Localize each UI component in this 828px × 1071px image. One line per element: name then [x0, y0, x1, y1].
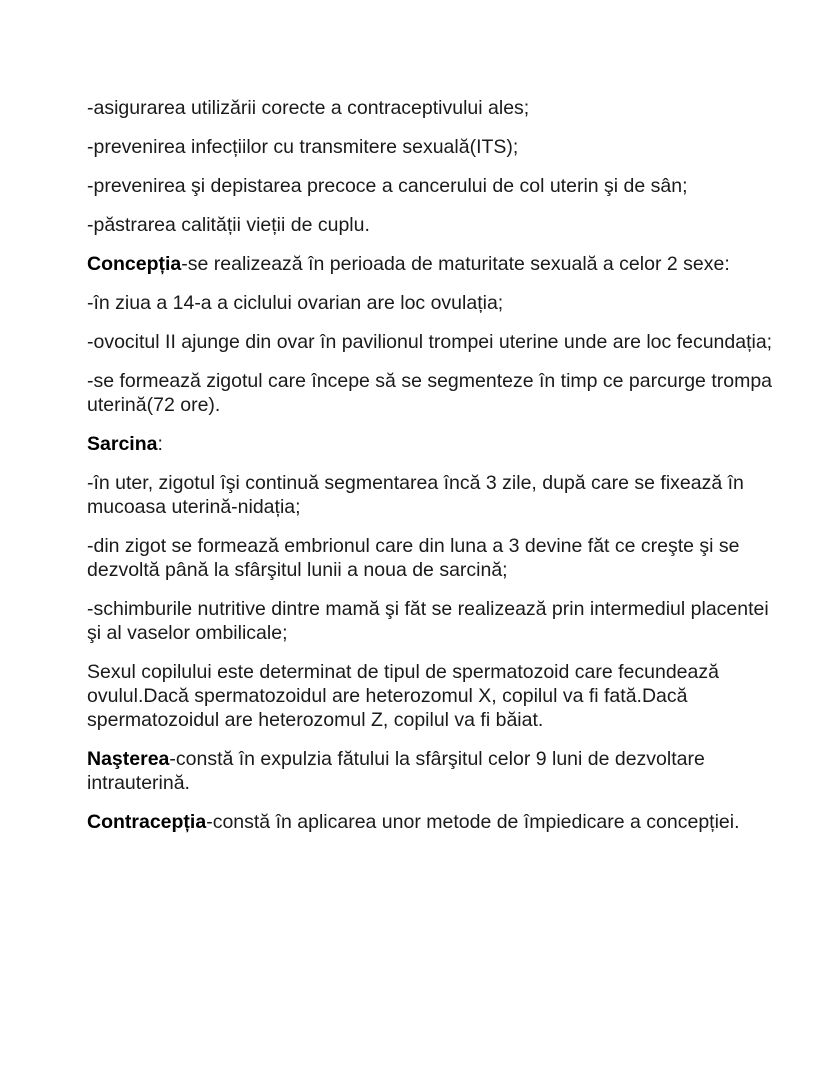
paragraph-text: -păstrarea calității vieții de cuplu. [87, 214, 370, 236]
paragraph-sarcina [87, 432, 777, 456]
paragraph-text: -se formează zigotul care începe să se segmenteze în timp ce parcurge trompa uterină(72 ore). [87, 370, 773, 416]
paragraph-contraceptia [87, 810, 777, 834]
paragraph-conceptia [87, 252, 777, 276]
paragraph-10 [87, 471, 777, 519]
paragraph-text: -schimburile nutritive dintre mamă şi făt se realizează prin intermediul placentei şi al vaselor ombilicale; [87, 598, 769, 644]
paragraph-8 [87, 369, 777, 417]
paragraph-text: -constă în aplicarea unor metode de împiedicare a concepției. [206, 811, 740, 833]
paragraph-3 [87, 174, 777, 198]
paragraph-11 [87, 534, 777, 582]
term-nasterea: Naşterea [87, 748, 170, 770]
paragraph-6 [87, 291, 777, 315]
paragraph-text: -în ziua a 14-a a ciclului ovarian are loc ovulația; [87, 292, 504, 314]
term-sarcina: Sarcina [87, 433, 158, 455]
paragraph-4 [87, 213, 777, 237]
term-contraceptia: Contracepția [87, 811, 207, 833]
paragraph-text: -constă în expulzia fătului la sfârşitul celor 9 luni de dezvoltare intrauterină. [87, 748, 705, 794]
paragraph-text: -prevenirea şi depistarea precoce a cancerului de col uterin şi de sân; [87, 175, 688, 197]
document-page [87, 96, 777, 849]
paragraph-nasterea [87, 747, 777, 795]
term-conceptia: Concepția [87, 253, 182, 275]
paragraph-text: Sexul copilului este determinat de tipul de spermatozoid care fecundează ovulul.Dacă spermatozoidul are heterozomul X, copilul va fi fată.Dacă spermatozoidul are heterozomul Z, copilul va fi băiat. [87, 661, 719, 731]
paragraph-text: : [157, 433, 163, 455]
paragraph-2 [87, 135, 777, 159]
paragraph-text: -din zigot se formează embrionul care din luna a 3 devine făt ce creşte şi se dezvoltă până la sfârşitul lunii a noua de sarcină; [87, 535, 740, 581]
paragraph-text: -asigurarea utilizării corecte a contraceptivului ales; [87, 97, 530, 119]
paragraph-12 [87, 597, 777, 645]
paragraph-text: -se realizează în perioada de maturitate sexuală a celor 2 sexe: [181, 253, 730, 275]
paragraph-13 [87, 660, 777, 732]
paragraph-text: -ovocitul II ajunge din ovar în pavilionul trompei uterine unde are loc fecundația; [87, 331, 773, 353]
paragraph-7 [87, 330, 777, 354]
paragraph-text: -prevenirea infecțiilor cu transmitere sexuală(ITS); [87, 136, 519, 158]
paragraph-1 [87, 96, 777, 120]
paragraph-text: -în uter, zigotul îşi continuă segmentarea încă 3 zile, după care se fixează în mucoasa uterină-nidația; [87, 472, 744, 518]
